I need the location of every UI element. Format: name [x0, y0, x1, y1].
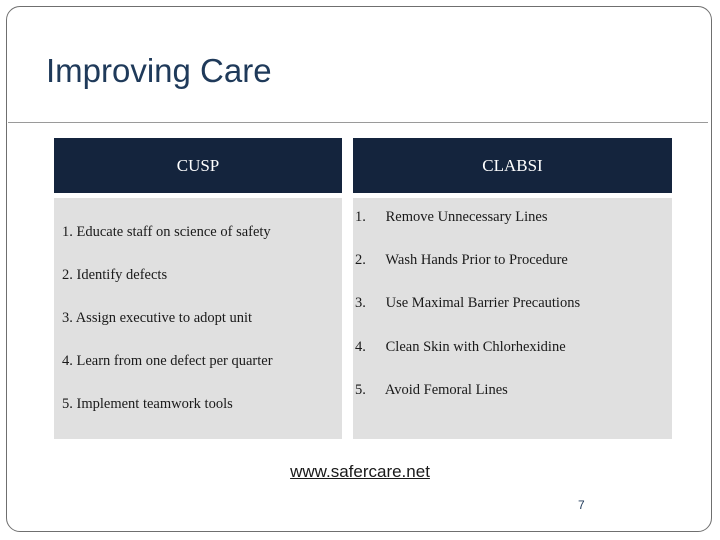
page-number: 7 — [578, 498, 585, 512]
clabsi-header-label: CLABSI — [482, 155, 543, 175]
cusp-item-number: 2. — [62, 267, 73, 283]
clabsi-item-number: 1. — [355, 209, 366, 225]
cusp-item-text: Learn from one defect per quarter — [76, 353, 273, 369]
clabsi-item — [355, 209, 548, 226]
cusp-body — [54, 198, 342, 439]
cusp-header-label: CUSP — [176, 155, 220, 175]
cusp-item-text: Assign executive to adopt unit — [75, 310, 253, 326]
title-divider — [8, 122, 708, 123]
slide-title: Improving Care — [46, 52, 272, 89]
cusp-item — [62, 396, 233, 413]
clabsi-item — [355, 295, 580, 312]
cusp-header — [54, 138, 342, 193]
clabsi-item-number: 3. — [355, 295, 366, 311]
clabsi-item-number: 4. — [355, 339, 366, 355]
clabsi-item-text: Wash Hands Prior to Procedure — [385, 252, 568, 268]
cusp-item — [62, 310, 252, 327]
clabsi-item-text: Remove Unnecessary Lines — [385, 209, 548, 225]
safercare-link[interactable]: www.safercare.net — [290, 462, 430, 481]
clabsi-body — [353, 198, 672, 439]
clabsi-header — [353, 138, 672, 193]
clabsi-item-text: Use Maximal Barrier Precautions — [385, 295, 581, 311]
cusp-item-number: 3. — [62, 310, 73, 326]
clabsi-item — [355, 339, 566, 356]
clabsi-item — [355, 252, 568, 269]
cusp-item — [62, 267, 167, 284]
clabsi-item — [355, 382, 508, 399]
cusp-item-text: Identify defects — [76, 267, 168, 283]
cusp-item — [62, 224, 271, 241]
cusp-item-number: 1. — [62, 224, 73, 240]
clabsi-item-number: 2. — [355, 252, 366, 268]
cusp-item-number: 5. — [62, 396, 73, 412]
cusp-item — [62, 353, 273, 370]
cusp-item-text: Educate staff on science of safety — [76, 224, 271, 240]
cusp-item-text: Implement teamwork tools — [76, 396, 233, 412]
cusp-item-number: 4. — [62, 353, 73, 369]
clabsi-item-text: Clean Skin with Chlorhexidine — [385, 339, 566, 355]
clabsi-item-text: Avoid Femoral Lines — [384, 382, 508, 398]
clabsi-item-number: 5. — [355, 382, 366, 398]
